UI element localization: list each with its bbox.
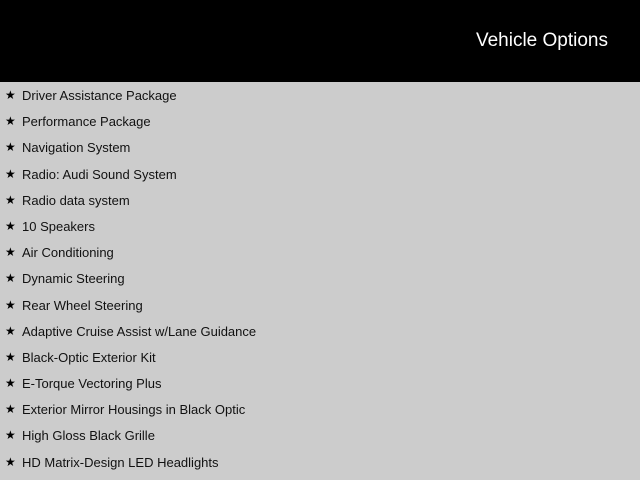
header-bar — [0, 0, 640, 82]
star-icon: ★ — [5, 88, 16, 102]
star-icon: ★ — [5, 323, 16, 338]
star-icon: ★ — [5, 192, 16, 207]
list-item — [0, 450, 640, 476]
list-item — [0, 345, 640, 371]
option-label: Navigation System — [22, 140, 131, 156]
list-item — [0, 293, 640, 319]
list-item — [0, 109, 640, 135]
list-item — [0, 162, 640, 188]
star-icon: ★ — [5, 114, 16, 129]
star-icon: ★ — [5, 349, 16, 364]
star-icon: ★ — [5, 245, 16, 260]
list-item — [0, 135, 640, 161]
list-item — [0, 371, 640, 397]
option-label: HD Matrix-Design LED Headlights — [22, 454, 219, 470]
star-icon: ★ — [5, 218, 16, 233]
list-item — [0, 188, 640, 214]
list-item — [0, 397, 640, 423]
option-label: Performance Package — [22, 114, 151, 130]
star-icon: ★ — [5, 428, 16, 443]
list-item — [0, 266, 640, 292]
star-icon: ★ — [5, 297, 16, 312]
option-label: High Gloss Black Grille — [22, 428, 155, 444]
list-item — [0, 319, 640, 345]
option-label: 10 Speakers — [22, 218, 95, 234]
option-label: Exterior Mirror Housings in Black Optic — [22, 402, 246, 418]
option-label: Rear Wheel Steering — [22, 297, 143, 313]
list-item — [0, 83, 640, 109]
option-label: Black-Optic Exterior Kit — [22, 349, 156, 365]
option-label: Adaptive Cruise Assist w/Lane Guidance — [22, 323, 257, 339]
star-icon: ★ — [5, 166, 16, 181]
option-label: Air Conditioning — [22, 245, 114, 261]
star-icon: ★ — [5, 140, 16, 155]
star-icon: ★ — [5, 454, 16, 469]
star-icon: ★ — [5, 376, 16, 391]
option-label: Radio data system — [22, 192, 130, 208]
page-title: Vehicle Options — [475, 30, 608, 51]
option-label: Dynamic Steering — [22, 271, 125, 287]
star-icon: ★ — [5, 402, 16, 417]
list-item — [0, 214, 640, 240]
list-item — [0, 240, 640, 266]
options-list — [0, 83, 640, 476]
star-icon: ★ — [5, 271, 16, 286]
list-item — [0, 423, 640, 449]
option-label: Radio: Audi Sound System — [22, 166, 177, 182]
option-label: E-Torque Vectoring Plus — [22, 376, 162, 392]
option-label: Driver Assistance Package — [22, 88, 177, 103]
